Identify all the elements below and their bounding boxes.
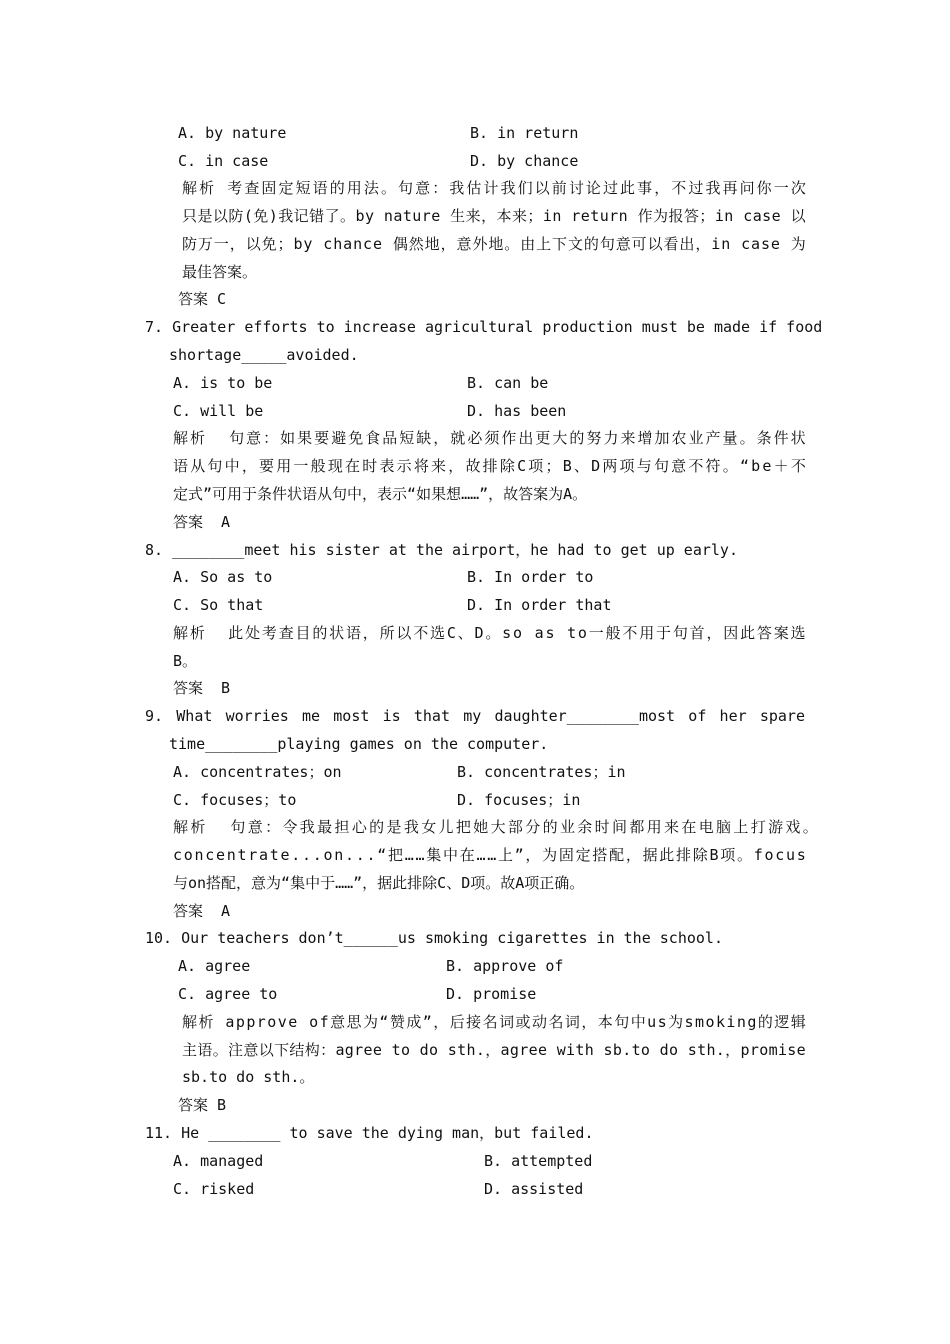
q6-analysis-line-3: 防 万 一 ， 以 免 ； b y c h a n c e 偶 然 地 ， 意 外 地 。 由 上 下 文 的 句 意 可 以 看 出 ， i n c a s e 为 — [182, 235, 806, 253]
q10-option-c: C. agree to — [178, 985, 278, 1003]
q10-option-b: B. approve of — [446, 957, 564, 975]
q8-answer: 答案 B — [173, 679, 231, 697]
q7-stem-line-2: shortage_____avoided. — [169, 346, 359, 364]
q7-option-d: D. has been — [467, 402, 567, 420]
q11-option-a: A. managed — [173, 1152, 264, 1170]
q11-stem: 11. He ________ to save the dying man，but failed. — [145, 1124, 594, 1142]
q10-analysis-line-1: 解 析 a p p r o v e o f 意 思 为 “ 赞 成 ” ， 后 接 名 词 或 动 名 词 ， 本 句 中 u s 为 s m o k i n g 的 逻 辑 — [182, 1013, 806, 1031]
q7-answer: 答案 A — [173, 513, 231, 531]
q8-stem: 8. ________meet his sister at the airport，he had to get up early. — [145, 541, 738, 559]
q7-option-c: C. will be — [173, 402, 264, 420]
q6-answer: 答案 C — [178, 290, 227, 308]
q7-analysis-line-2: 语 从 句 中 ， 要 用 一 般 现 在 时 表 示 将 来 ， 故 排 除 C 项 ； B 、 D 两 项 与 句 意 不 符 。 “ b e ＋ 不 — [173, 457, 806, 475]
q9-option-b: B. concentrates；in — [457, 763, 626, 781]
q8-option-a: A. So as to — [173, 568, 273, 586]
q9-analysis-line-3: 与on搭配，意为“集中于……”，据此排除C、D项。故A项正确。 — [173, 874, 585, 892]
q6-option-c: C. in case — [178, 152, 269, 170]
q6-option-b: B. in return — [470, 124, 579, 142]
q10-option-a: A. agree — [178, 957, 251, 975]
q6-analysis-line-1: 解 析 考 查 固 定 短 语 的 用 法 。 句 意 ： 我 估 计 我 们 以 前 讨 论 过 此 事 ， 不 过 我 再 问 你 一 次 — [182, 179, 806, 197]
q7-analysis-line-3: 定式”可用于条件状语从句中，表示“如果想……”，故答案为A。 — [173, 485, 588, 503]
q11-option-b: B. attempted — [484, 1152, 593, 1170]
q9-stem-line-2: time________playing games on the computer. — [169, 735, 549, 753]
q6-analysis-line-2: 只 是 以 防 ( 免 ) 我 记 错 了 。 b y n a t u r e 生 来 ， 本 来 ； i n r e t u r n 作 为 报 答 ； i n c a s e 以 — [182, 207, 806, 225]
q8-analysis-line-1: 解 析 此 处 考 查 目 的 状 语 ， 所 以 不 选 C 、 D 。 s o a s t o 一 般 不 用 于 句 首 ， 因 此 答 案 选 — [173, 624, 806, 642]
q6-option-d: D. by chance — [470, 152, 579, 170]
q9-option-c: C. focuses；to — [173, 791, 297, 809]
q6-analysis-line-4: 最佳答案。 — [182, 263, 258, 281]
q10-option-d: D. promise — [446, 985, 537, 1003]
q11-option-d: D. assisted — [484, 1180, 584, 1198]
q9-option-d: D. focuses；in — [457, 791, 581, 809]
q9-analysis-line-1: 解 析 句 意 ： 令 我 最 担 心 的 是 我 女 儿 把 她 大 部 分 的 业 余 时 间 都 用 来 在 电 脑 上 打 游 戏 。 — [173, 818, 818, 836]
q8-option-c: C. So that — [173, 596, 264, 614]
q9-analysis-line-2: c o n c e n t r a t e . . . o n . . . “ 把 … … 集 中 在 … … 上 ” ， 为 固 定 搭 配 ， 据 此 排 除 B 项 。 f o c u s — [173, 846, 806, 864]
q9-option-a: A. concentrates；on — [173, 763, 342, 781]
q8-option-d: D. In order that — [467, 596, 612, 614]
q7-analysis-line-1: 解 析 句 意 ： 如 果 要 避 免 食 品 短 缺 ， 就 必 须 作 出 更 大 的 努 力 来 增 加 农 业 产 量 。 条 件 状 — [173, 429, 806, 447]
q10-answer: 答案 B — [178, 1096, 227, 1114]
q10-analysis-line-3: sb.to do sth.。 — [182, 1068, 315, 1086]
q6-option-a: A. by nature — [178, 124, 287, 142]
q9-answer: 答案 A — [173, 902, 231, 920]
q9-stem-line-1: 9. What worries me most is that my daughter________most of her spare — [145, 707, 805, 725]
q11-option-c: C. risked — [173, 1180, 255, 1198]
q7-stem-line-1: 7. Greater efforts to increase agricultural production must be made if food — [145, 318, 823, 336]
q8-analysis-line-2: B。 — [173, 652, 198, 670]
q7-option-b: B. can be — [467, 374, 549, 392]
q7-option-a: A. is to be — [173, 374, 273, 392]
q8-option-b: B. In order to — [467, 568, 594, 586]
q10-stem: 10. Our teachers don’t______us smoking cigarettes in the school. — [145, 929, 723, 947]
q10-analysis-line-2: 主 语 。 注 意 以 下 结 构 ： a g r e e t o d o s t h . ， a g r e e w i t h s b . t o d o s t h . ， p r o m i s e — [182, 1041, 806, 1059]
